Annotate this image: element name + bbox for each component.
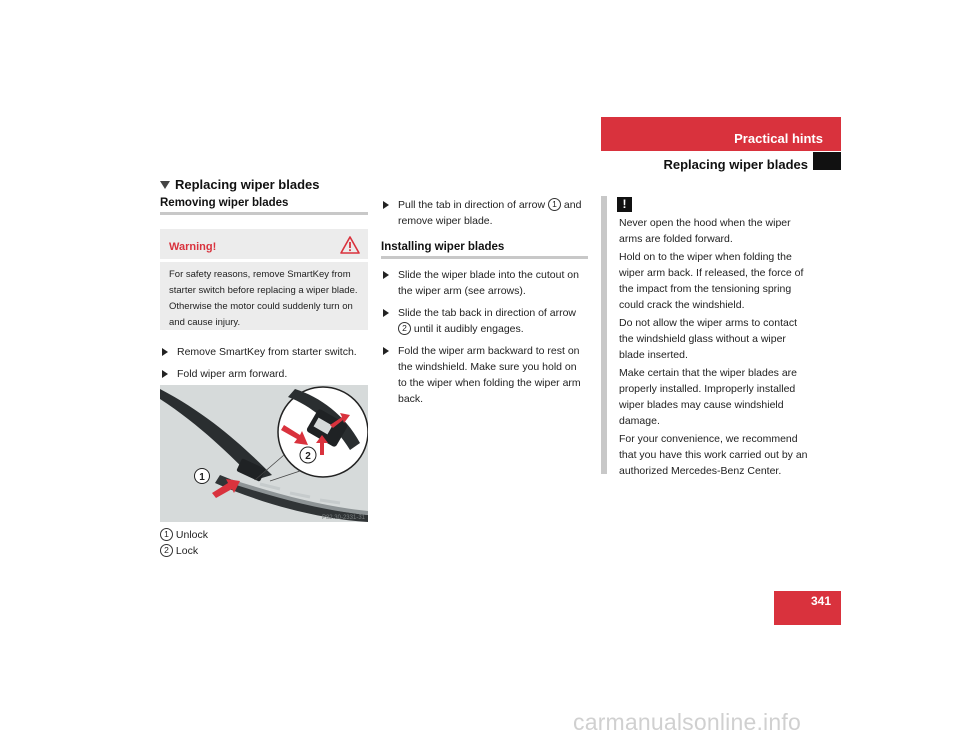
note-sidebar [601,196,607,474]
note-paragraph: Do not allow the wiper arms to contact the windshield glass without a wiper blade inserted. [619,317,797,361]
warning-title: Warning! [169,241,217,253]
warning-box [160,229,368,330]
wiper-figure [160,385,368,522]
section-header-title: Replacing wiper blades [663,157,808,172]
warning-divider [160,259,368,262]
legend-number: 1 [160,528,173,541]
bullet-arrow-icon [383,347,389,355]
legend-item [160,527,208,543]
note-paragraph: Make certain that the wiper blades are properly installed. Improperly installed wiper blades may cause windshield damage. [619,367,798,427]
step-text: until it audibly engages. [411,323,524,335]
bullet-arrow-icon [383,309,389,317]
list-item [381,197,588,229]
note-paragraph: Hold on to the wiper when folding the wiper arm back. If released, the force of the impact from the tensioning spring could crack the windshield. [619,251,804,311]
warning-text: For safety reasons, remove SmartKey from starter switch before replacing a wiper blade. Otherwise the motor could suddenly turn on and cause injury. [169,269,358,328]
removing-heading: Removing wiper blades [160,197,368,215]
bullet-arrow-icon [162,370,168,378]
note-text [619,215,811,481]
pull-step [381,197,588,229]
note-paragraph: Never open the hood when the wiper arms are folded forward. [619,217,791,245]
header-marker [813,152,841,170]
figure-code: P82.30-2331-31 [321,515,365,521]
note-exclamation-icon: ! [617,197,632,212]
page-title-text: Replacing wiper blades [175,177,320,192]
list-item [381,343,588,407]
legend-item [160,543,208,559]
page-number-box [774,591,841,625]
figure-callout-2: 2 [305,451,311,462]
legend-number: 2 [160,544,173,557]
bullet-arrow-icon [383,201,389,209]
legend-label: Lock [175,545,199,557]
figure-callout-1: 1 [199,472,205,483]
list-item [381,267,588,299]
chapter-title: Practical hints [734,131,823,146]
step-text: Pull the tab in direction of arrow [398,199,548,211]
list-item [381,305,588,337]
triangle-down-icon [160,181,170,189]
installing-steps [381,267,588,407]
watermark: carmanualsonline.info [573,709,801,735]
step-text: Remove SmartKey from starter switch. [177,346,357,358]
step-text: Slide the tab back in direction of arrow [398,307,577,319]
list-item [160,344,370,360]
arrow-number: 1 [548,198,561,211]
step-text: Fold the wiper arm backward to rest on the windshield. Make sure you hold on to the wiper when folding the wiper arm back. [398,345,581,405]
step-text: and remove wiper blade. [398,199,582,227]
bullet-arrow-icon [383,271,389,279]
list-item [160,366,370,382]
figure-legend [160,527,208,559]
note-paragraph: For your convenience, we recommend that you have this work carried out by an authorized Mercedes-Benz Center. [619,433,808,477]
page-title [160,177,320,192]
bullet-arrow-icon [162,348,168,356]
step-text: Fold wiper arm forward. [177,368,288,380]
removing-steps [160,344,370,382]
warning-triangle-icon [340,235,360,255]
chapter-header-bar [601,117,841,151]
step-text: Slide the wiper blade into the cutout on the wiper arm (see arrows). [398,269,579,297]
wiper-illustration [160,385,368,522]
arrow-number: 2 [398,322,411,335]
installing-heading: Installing wiper blades [381,241,588,259]
legend-label: Unlock [175,529,209,541]
page-number: 341 [810,594,831,608]
